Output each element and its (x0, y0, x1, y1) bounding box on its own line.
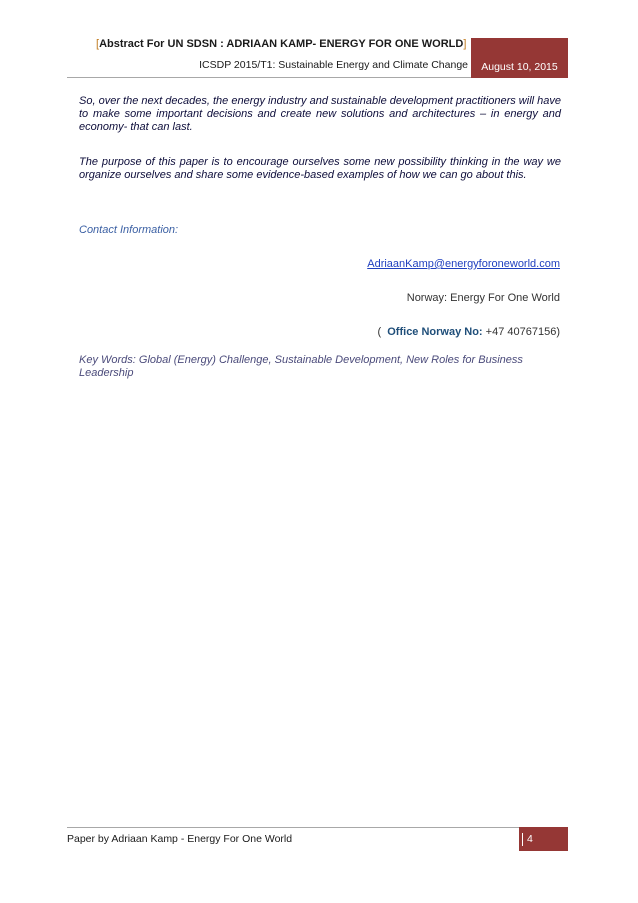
keywords: Key Words: Global (Energy) Challenge, Sustainable Development, New Roles for Business Leadership (79, 354, 523, 379)
paragraph-2: The purpose of this paper is to encourage ourselves some new possibility thinking in the way we organize ourselves and share some evidence-based examples of how we can go about this. (79, 156, 561, 181)
page-number-separator (522, 833, 523, 846)
paragraph-1: So, over the next decades, the energy industry and sustainable development practitioners will have to make some important decisions and create new solutions and architectures – in energy and economy- that can last. (79, 95, 561, 133)
contact-label: Contact Information: (79, 224, 179, 236)
header-divider (67, 77, 471, 78)
office-phone-line (377, 326, 560, 338)
office-open-paren: ( (377, 326, 382, 338)
email-link[interactable]: AdriaanKamp@energyforoneworld.com (367, 258, 560, 270)
organization-line: Norway: Energy For One World (406, 292, 560, 304)
header-title-text: Abstract For UN SDSN : ADRIAAN KAMP- ENERGY FOR ONE WORLD (99, 38, 464, 50)
header-bracket-open: [ (96, 38, 100, 50)
date-box (471, 38, 568, 78)
footer-divider (67, 827, 519, 828)
footer-text: Paper by Adriaan Kamp - Energy For One World (67, 833, 293, 845)
office-label: Office Norway No: (387, 326, 483, 338)
page-number: 4 (527, 833, 533, 845)
header-bracket-close: ] (463, 38, 467, 50)
office-phone: +47 40767156) (485, 326, 560, 338)
header-title (96, 38, 468, 50)
header-subtitle: ICSDP 2015/T1: Sustainable Energy and Climate Change (199, 59, 468, 71)
header-date: August 10, 2015 (481, 61, 558, 73)
page-number-box (519, 827, 568, 851)
